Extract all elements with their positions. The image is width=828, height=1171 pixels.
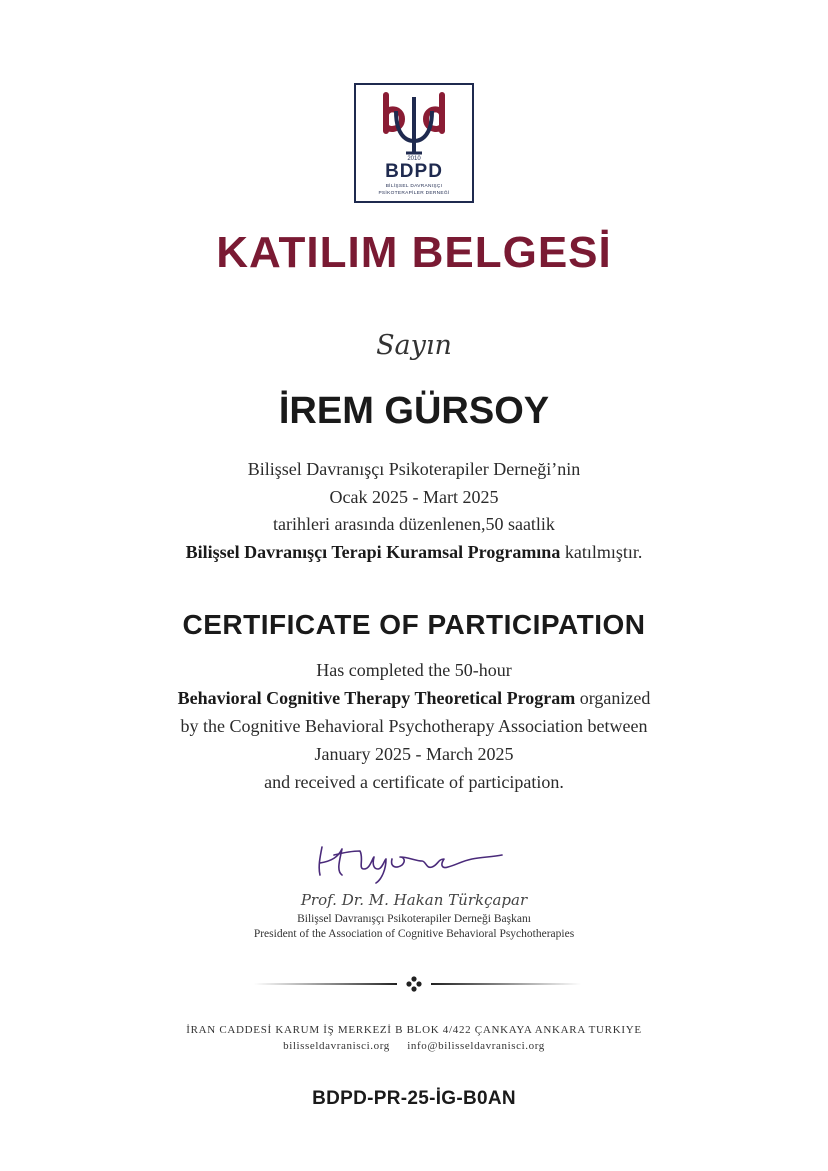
en-program-name: Behavioral Cognitive Therapy Theoretical Program — [177, 688, 576, 708]
tr-program-suffix: katılmıştır. — [560, 542, 643, 562]
certificate-title-tr: KATILIM BELGESİ — [216, 228, 612, 277]
logo-subtitle-line1: BİLİŞSEL DAVRANIŞÇI — [385, 184, 443, 189]
footer-contacts — [0, 1040, 828, 1052]
tr-program-line — [0, 542, 828, 563]
website-link[interactable]: bilisseldavranisci.org — [283, 1040, 390, 1052]
email-link[interactable]: info@bilisseldavranisci.org — [407, 1040, 545, 1052]
tr-text-line3: tarihleri arasında düzenlenen,50 saatlik — [273, 514, 555, 534]
en-text-line3: by the Cognitive Behavioral Psychotherapy Association between — [180, 716, 648, 736]
salutation: Sayın — [376, 330, 452, 361]
tr-text-line1: Bilişsel Davranışçı Psikoterapiler Derneği’nin — [247, 459, 581, 479]
footer-address: İRAN CADDESİ KARUM İŞ MERKEZİ B BLOK 4/422 ÇANKAYA ANKARA TURKIYE — [186, 1024, 642, 1036]
document-code: BDPD-PR-25-İG-B0AN — [312, 1088, 516, 1109]
signatory-title-tr: Bilişsel Davranışçı Psikoterapiler Derneği Başkanı — [297, 913, 531, 925]
en-program-suffix: organized — [575, 688, 651, 708]
certificate-title-en: CERTIFICATE OF PARTICIPATION — [182, 609, 646, 640]
logo-abbreviation: BDPD — [385, 161, 443, 182]
logo-subtitle-line2: PSİKOTERAPİLER DERNEĞİ — [378, 191, 450, 196]
en-date-range: January 2025 - March 2025 — [314, 744, 514, 764]
tr-program-name: Bilişsel Davranışçı Terapi Kuramsal Programına — [185, 542, 561, 562]
tr-date-range: Ocak 2025 - Mart 2025 — [329, 487, 499, 507]
signatory-title-en: President of the Association of Cognitive Behavioral Psychotherapies — [253, 928, 575, 940]
ornamental-divider-icon — [247, 974, 581, 994]
en-text-line1: Has completed the 50-hour — [316, 660, 512, 680]
signature-icon — [312, 835, 512, 885]
en-text-line5: and received a certificate of participation. — [264, 772, 564, 792]
association-logo — [354, 83, 474, 203]
recipient-name: İREM GÜRSOY — [278, 390, 550, 432]
logo-year: 2010 — [407, 156, 421, 162]
signatory-name: Prof. Dr. M. Hakan Türkçapar — [300, 891, 528, 909]
en-program-line — [0, 688, 828, 709]
